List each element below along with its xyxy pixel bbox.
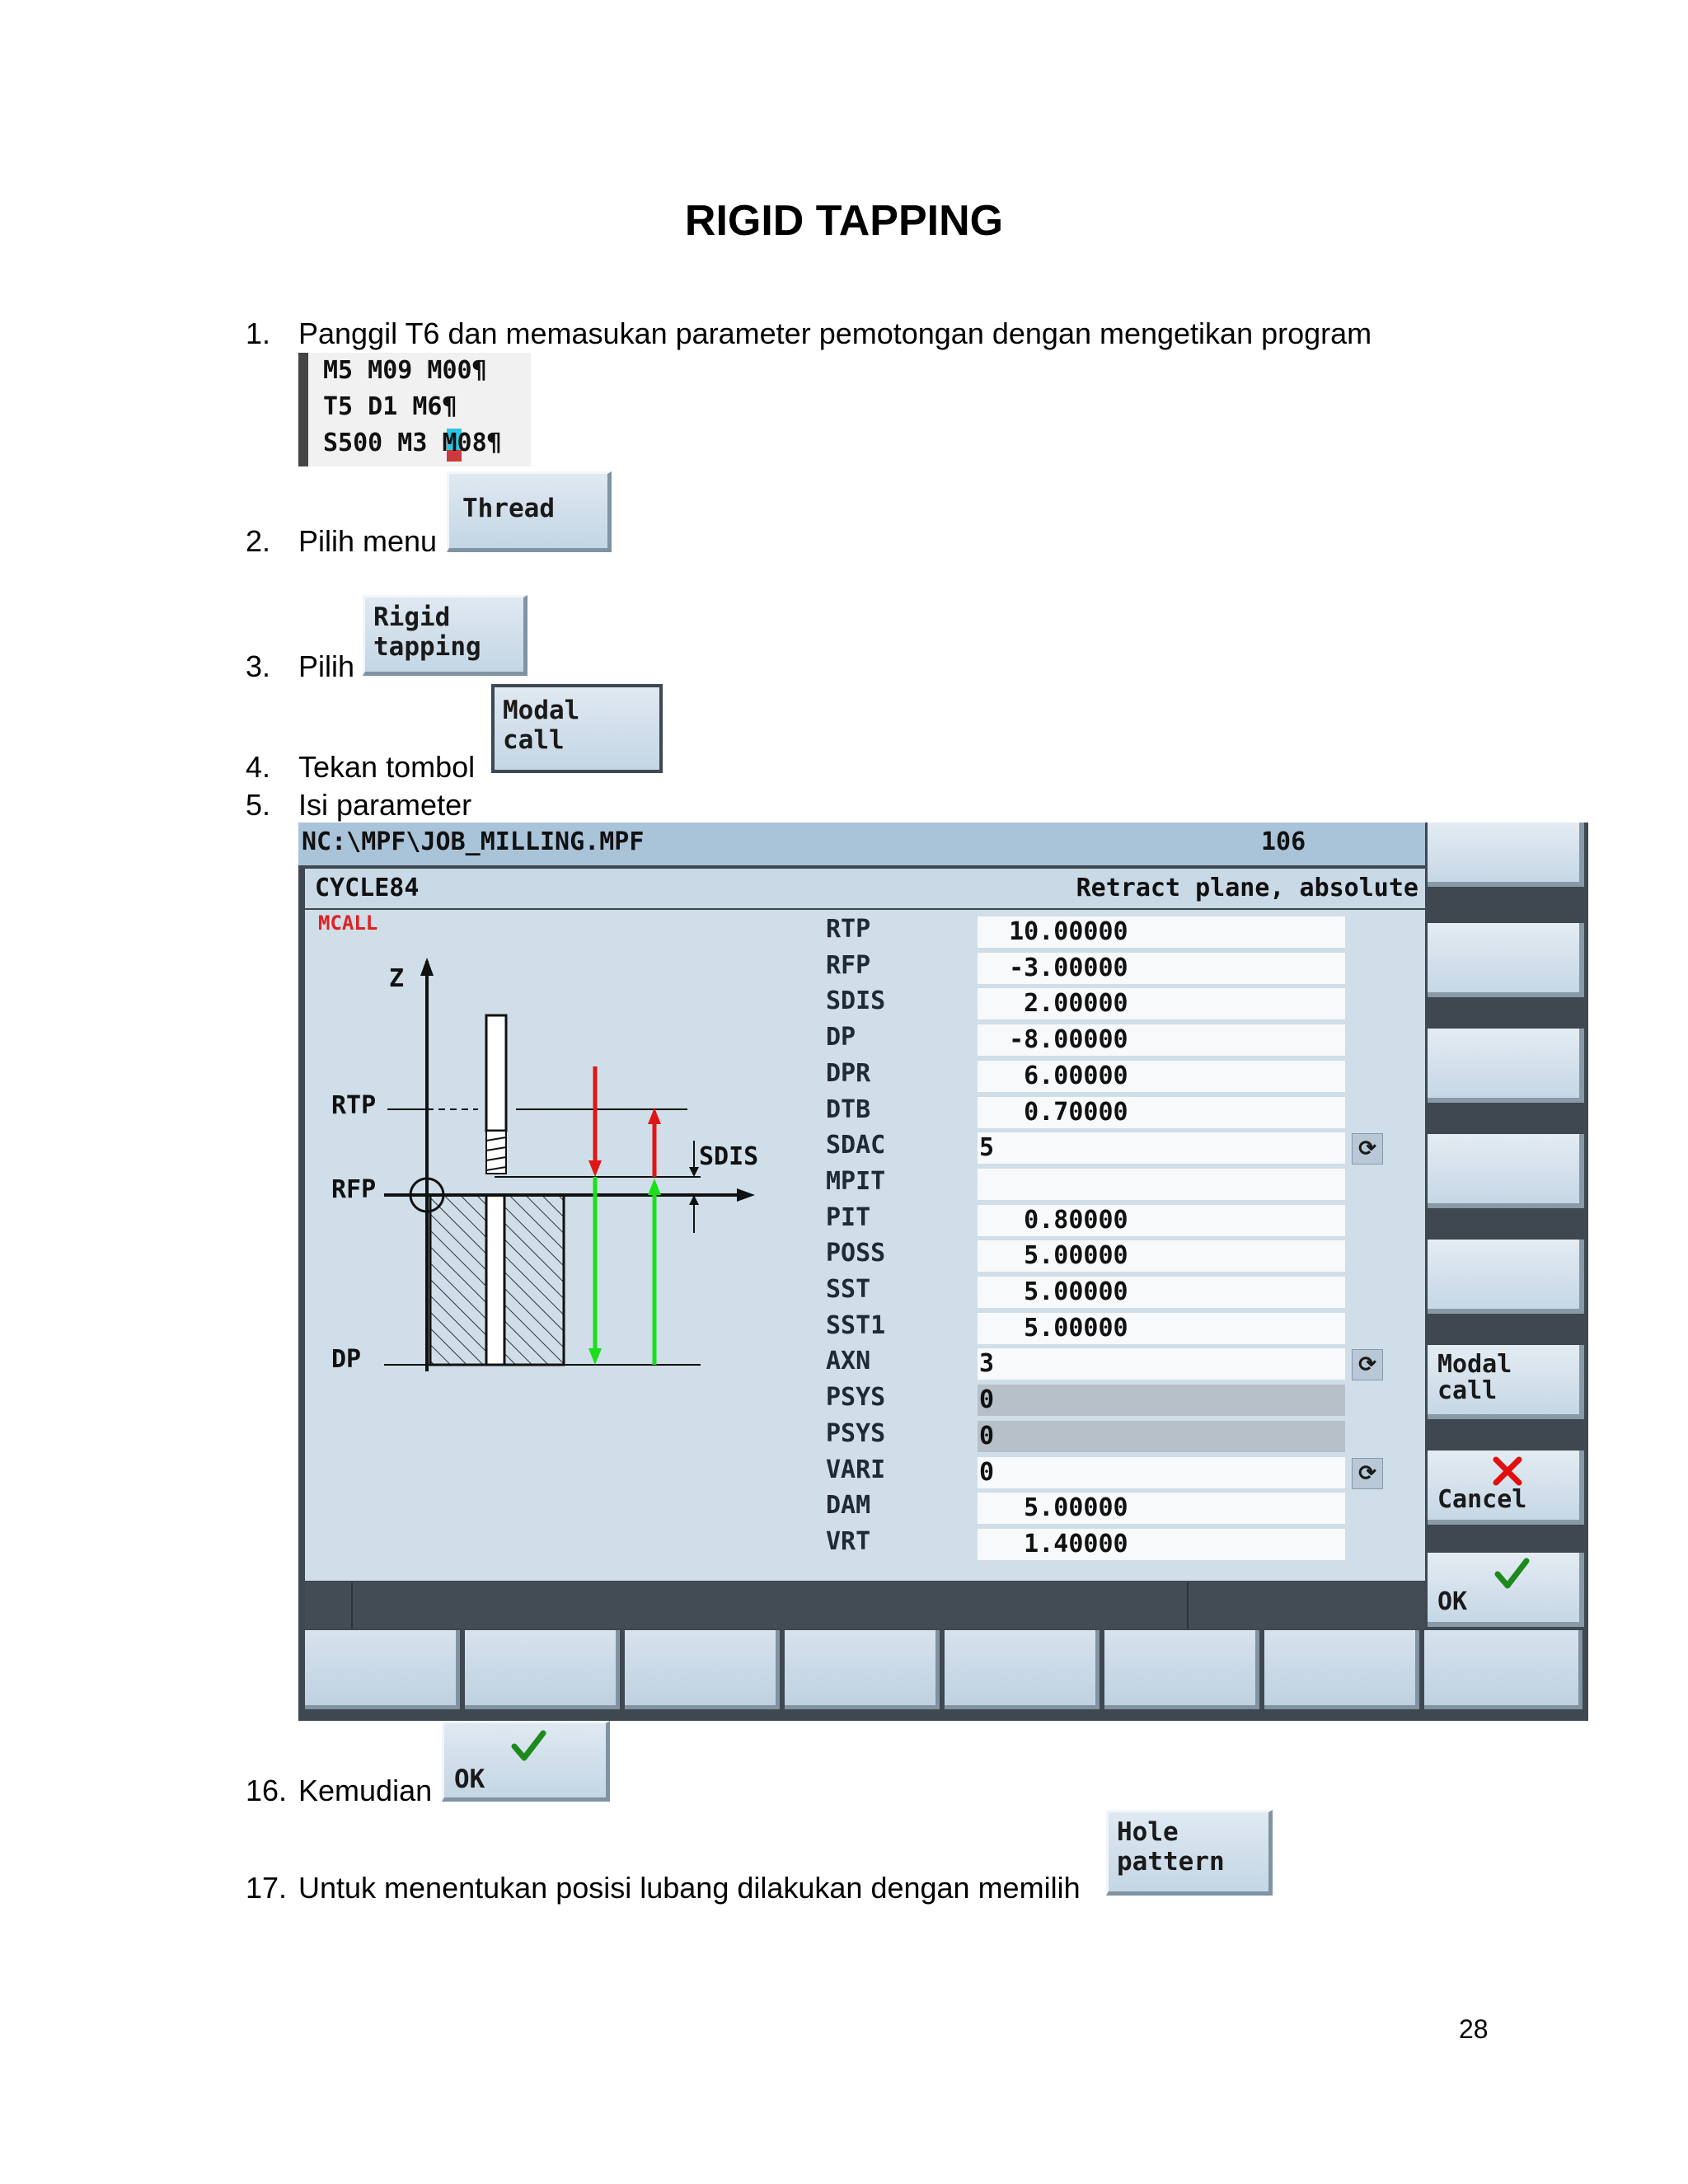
toggle-icon[interactable]: ⟳ [1352,1349,1383,1380]
diagram-label-z: Z [389,964,405,993]
param-label-dam: DAM [826,1491,871,1521]
hole-pattern-button[interactable]: Hole pattern [1106,1810,1273,1896]
red-arrowhead-down [588,1160,602,1177]
diagram-label-dp: DP [331,1345,362,1374]
param-label-dpr: DPR [826,1058,871,1088]
param-field-mpit[interactable] [978,1169,1345,1200]
param-field-pit[interactable]: 0.80000 [978,1205,1345,1236]
cancel-softkey[interactable] [1428,1451,1584,1525]
step-17-number: 17. [246,1871,288,1905]
tap-thread [486,1131,506,1174]
ok-button[interactable] [442,1721,610,1802]
step-17-text: Untuk menentukan posisi lubang dilakukan dengan memilih [298,1871,1081,1905]
rigid-tapping-button[interactable]: Rigid tapping [363,595,528,676]
step-1-text: Panggil T6 dan memasukan parameter pemotongan dengan mengetikan program [298,316,1372,350]
horizontal-softkey-6[interactable] [1104,1630,1259,1709]
step-2-text: Pilih menu [298,524,438,558]
step-3-number: 3. [246,649,271,683]
green-arrowhead-down [588,1348,602,1365]
param-field-vrt[interactable]: 1.40000 [978,1529,1345,1560]
param-label-psys: PSYS [826,1383,886,1413]
horizontal-softkey-2[interactable] [465,1630,620,1709]
page-number: 28 [1459,2014,1489,2044]
horizontal-softkey-1[interactable] [305,1630,460,1709]
horizontal-softkey-7[interactable] [1264,1630,1419,1709]
param-label-sdis: SDIS [826,987,886,1016]
toggle-icon[interactable]: ⟳ [1352,1133,1383,1165]
param-field-rfp[interactable]: -3.00000 [978,953,1345,984]
param-field-rtp[interactable]: 10.00000 [978,916,1345,948]
line-number: 106 [1261,827,1306,856]
cycle-name: CYCLE84 [315,874,420,902]
field-hint: Retract plane, absolute [1076,874,1418,902]
param-label-rfp: RFP [826,950,871,980]
workpiece-left [430,1195,486,1365]
param-label-dp: DP [826,1023,856,1052]
mcall-indicator: MCALL [318,912,378,935]
param-field-sdis[interactable]: 2.00000 [978,988,1345,1019]
param-label-sst1: SST1 [826,1310,886,1340]
param-field-dp[interactable]: -8.00000 [978,1024,1345,1056]
param-label-pit: PIT [826,1202,871,1232]
ok-button-label: OK [454,1765,485,1794]
program-path-bar [298,823,1425,865]
diagram-label-rtp: RTP [331,1091,377,1120]
horizontal-softkey-5[interactable] [945,1630,1100,1709]
param-field-psys[interactable]: 0 [978,1385,1345,1416]
tap-tool [486,1015,506,1131]
step-16-text: Kemudian [298,1774,433,1807]
z-axis-arrowhead [420,958,434,976]
cycle-header [305,869,1425,908]
code-line-2: T5 D1 M6¶ [323,392,457,421]
vertical-softkey-1[interactable] [1428,823,1584,887]
horizontal-softkey-8[interactable] [1424,1630,1582,1709]
cancel-x-icon [1492,1455,1523,1487]
bore-hole [486,1195,504,1365]
x-axis-arrowhead [737,1188,755,1202]
program-path: NC:\MPF\JOB_MILLING.MPF [302,827,645,856]
horizontal-softkey-4[interactable] [785,1630,940,1709]
horizontal-softkey-3[interactable] [625,1630,780,1709]
param-field-sst[interactable]: 5.00000 [978,1277,1345,1308]
step-5-text: Isi parameter [298,788,472,822]
status-divider-2 [1187,1582,1189,1629]
thread-button[interactable]: Thread [447,471,612,552]
step-1-number: 1. [246,316,271,350]
param-label-sdac: SDAC [826,1131,886,1160]
param-field-dam[interactable]: 5.00000 [978,1493,1345,1524]
param-field-poss[interactable]: 5.00000 [978,1240,1345,1272]
ok-check-icon [1493,1556,1530,1592]
param-label-sst: SST [826,1275,871,1304]
parameter-panel [305,910,1425,1581]
param-field-dpr[interactable]: 6.00000 [978,1061,1345,1092]
step-16-number: 16. [246,1774,288,1807]
code-line-3: S500 M3 M08¶ [323,429,502,457]
vertical-softkey-5[interactable] [1428,1240,1584,1314]
param-field-dtb[interactable]: 0.70000 [978,1097,1345,1128]
param-label-mpit: MPIT [826,1166,886,1196]
param-label-vari: VARI [826,1455,886,1484]
green-arrowhead-up [648,1179,661,1195]
param-field-psys[interactable]: 0 [978,1421,1345,1452]
page-title: RIGID TAPPING [684,197,1004,245]
param-label-rtp: RTP [826,915,871,944]
ok-softkey[interactable] [1428,1553,1584,1627]
ok-label: OK [1437,1587,1468,1616]
param-label-dtb: DTB [826,1094,871,1124]
param-label-vrt: VRT [826,1526,871,1556]
param-field-axn[interactable]: 3 [978,1348,1345,1380]
code-line-1: M5 M09 M00¶ [323,356,487,385]
cancel-label: Cancel [1437,1485,1527,1514]
vertical-softkey-2[interactable] [1428,923,1584,997]
status-bar [305,1582,1425,1629]
step-4-text: Tekan tombol [298,750,476,784]
param-label-axn: AXN [826,1347,871,1376]
diagram-label-rfp: RFP [331,1175,377,1204]
ok-check-icon [510,1728,548,1765]
modal-call-softkey[interactable]: Modal call [1428,1345,1584,1419]
vertical-softkey-3[interactable] [1428,1029,1584,1103]
param-field-sdac[interactable]: 5 [978,1132,1345,1164]
step-2-number: 2. [246,524,271,558]
diagram-label-sdis: SDIS [699,1142,759,1171]
step-4-number: 4. [246,750,271,784]
step-5-number: 5. [246,788,271,822]
step-3-text: Pilih [298,649,355,683]
modal-call-button[interactable]: Modal call [491,684,663,773]
cnc-screen [298,823,1588,1721]
workpiece-right [504,1195,564,1365]
param-field-sst1[interactable]: 5.00000 [978,1313,1345,1344]
param-label-psys: PSYS [826,1418,886,1448]
program-code-block [298,353,531,466]
toggle-icon[interactable]: ⟳ [1352,1458,1383,1489]
rigid-tapping-diagram [305,910,767,1371]
sdis-arrowhead-top [689,1167,699,1177]
param-label-poss: POSS [826,1239,886,1268]
status-divider-1 [351,1582,353,1629]
param-field-vari[interactable]: 0 [978,1457,1345,1488]
vertical-softkey-4[interactable] [1428,1134,1584,1208]
